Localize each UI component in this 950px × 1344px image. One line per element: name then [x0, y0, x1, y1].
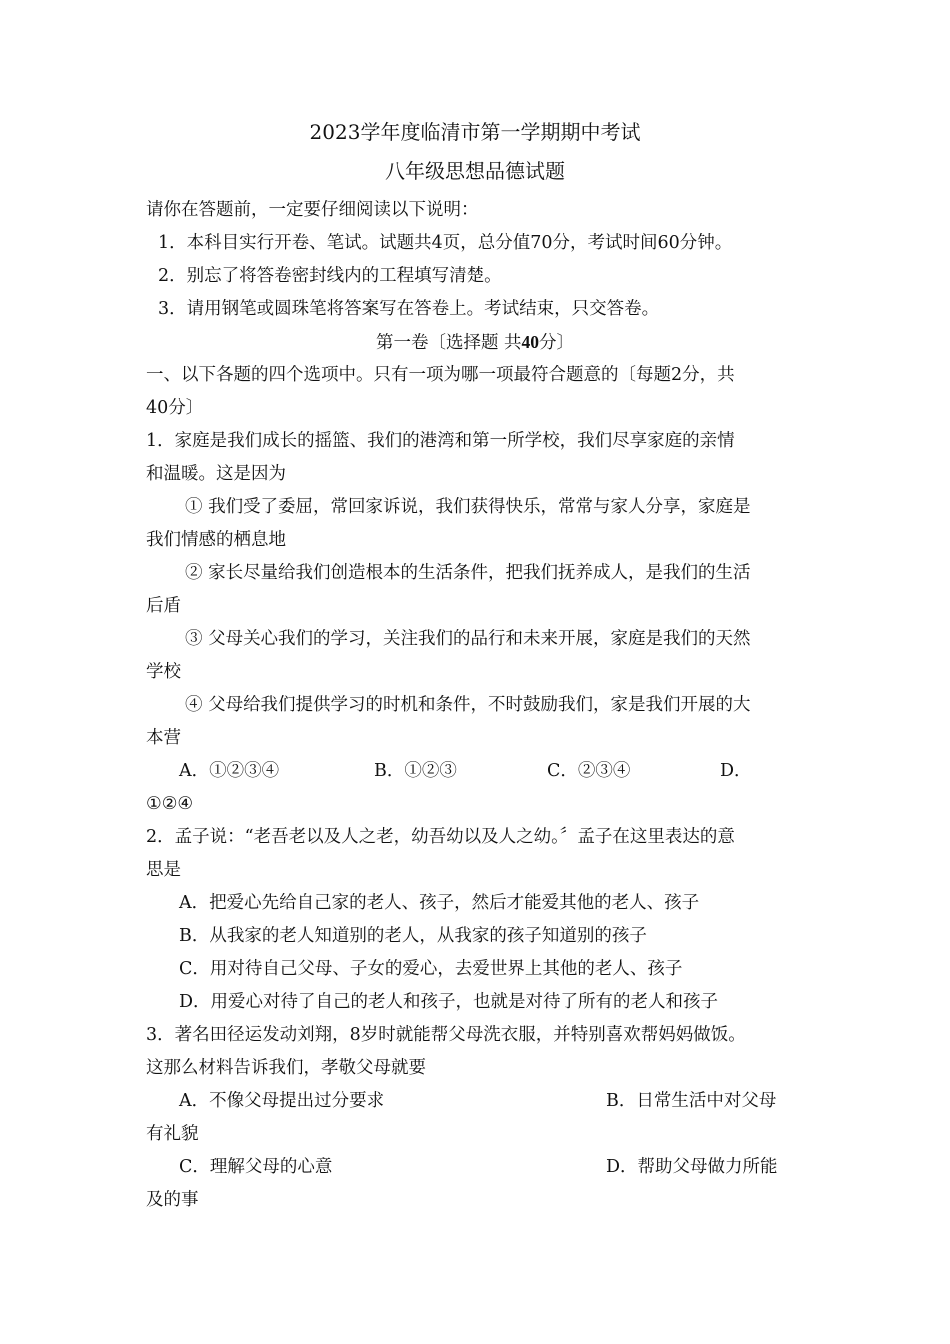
- q3-option-a[interactable]: A．不像父母提出过分要求: [179, 1091, 385, 1111]
- q3-option-d[interactable]: D．帮助父母做力所能: [606, 1157, 778, 1177]
- q1-statement-1-line-1: ① 我们受了委屈，常回家诉说，我们获得快乐，常常与家人分享，家庭是: [185, 497, 751, 517]
- q3-option-b[interactable]: B．日常生活中对父母: [606, 1091, 777, 1111]
- q1-option-d-label[interactable]: D．: [720, 761, 752, 781]
- section-heading-suffix: 分〕: [539, 333, 575, 353]
- instruction-item-1: 1．本科目实行开卷、笔试。试题共4页，总分值70分，考试时间60分钟。: [158, 233, 733, 253]
- q1-stem-line-1: 1．家庭是我们成长的摇篮、我们的港湾和第一所学校，我们尽享家庭的亲情: [146, 431, 735, 451]
- part-instruction-line-1: 一、以下各题的四个选项中。只有一项为哪一项最符合题意的〔每题2分，共: [146, 365, 735, 385]
- q1-option-c[interactable]: C．②③④: [547, 761, 631, 781]
- section-heading-prefix: 第一卷〔选择题 共: [375, 333, 522, 353]
- q1-statement-4-line-2: 本营: [146, 728, 181, 748]
- q3-stem-line-1: 3．著名田径运发动刘翔，8岁时就能帮父母洗衣服，并特别喜欢帮妈妈做饭。: [146, 1025, 746, 1045]
- q2-stem-line-1: 2．孟子说：“老吾老以及人之老，幼吾幼以及人之幼。〞孟子在这里表达的意: [146, 827, 735, 847]
- instructions-intro: 请你在答题前，一定要仔细阅读以下说明：: [146, 200, 479, 220]
- q3-option-c[interactable]: C．理解父母的心意: [179, 1157, 333, 1177]
- q1-statement-3-line-1: ③ 父母关心我们的学习，关注我们的品行和未来开展，家庭是我们的天然: [185, 629, 751, 649]
- q1-statement-2-line-2: 后盾: [146, 596, 181, 616]
- q1-option-a[interactable]: A．①②③④: [179, 761, 280, 781]
- q3-options-row-1: [0, 1090, 950, 1112]
- q3-option-b-continued: 有礼貌: [146, 1124, 199, 1144]
- q1-option-d-value: ①②④: [146, 794, 194, 814]
- q1-option-b[interactable]: B．①②③: [374, 761, 457, 781]
- instruction-item-2: 2．别忘了将答卷密封线内的工程填写清楚。: [158, 266, 502, 286]
- q3-option-d-continued: 及的事: [146, 1190, 199, 1210]
- q1-statement-2-line-1: ② 家长尽量给我们创造根本的生活条件，把我们抚养成人，是我们的生活: [185, 563, 751, 583]
- q1-statement-1-line-2: 我们情感的栖息地: [146, 530, 286, 550]
- q3-options-row-2: [0, 1156, 950, 1178]
- section-heading: [0, 331, 950, 354]
- q1-stem-line-2: 和温暖。这是因为: [146, 464, 286, 484]
- section-heading-points: 40: [521, 332, 540, 352]
- instruction-item-3: 3．请用钢笔或圆珠笔将答案写在答卷上。考试结束，只交答卷。: [158, 299, 660, 319]
- q1-statement-4-line-1: ④ 父母给我们提供学习的时机和条件，不时鼓励我们，家是我们开展的大: [185, 695, 751, 715]
- part-instruction-line-2: 40分〕: [146, 398, 204, 418]
- q2-option-b[interactable]: B．从我家的老人知道别的老人，从我家的孩子知道别的孩子: [179, 926, 647, 946]
- q3-stem-line-2: 这那么材料告诉我们，孝敬父母就要: [146, 1058, 426, 1078]
- q2-option-a[interactable]: A．把爱心先给自己家的老人、孩子，然后才能爱其他的老人、孩子: [179, 893, 700, 913]
- q1-statement-3-line-2: 学校: [146, 662, 181, 682]
- q1-options-row: [0, 760, 950, 782]
- exam-subtitle: 八年级思想品德试题: [385, 159, 565, 183]
- exam-title: 2023学年度临清市第一学期期中考试: [309, 120, 641, 144]
- q2-stem-line-2: 思是: [146, 860, 181, 880]
- q2-option-c[interactable]: C．用对待自己父母、子女的爱心，去爱世界上其他的老人、孩子: [179, 959, 683, 979]
- q2-option-d[interactable]: D．用爱心对待了自己的老人和孩子，也就是对待了所有的老人和孩子: [179, 992, 719, 1012]
